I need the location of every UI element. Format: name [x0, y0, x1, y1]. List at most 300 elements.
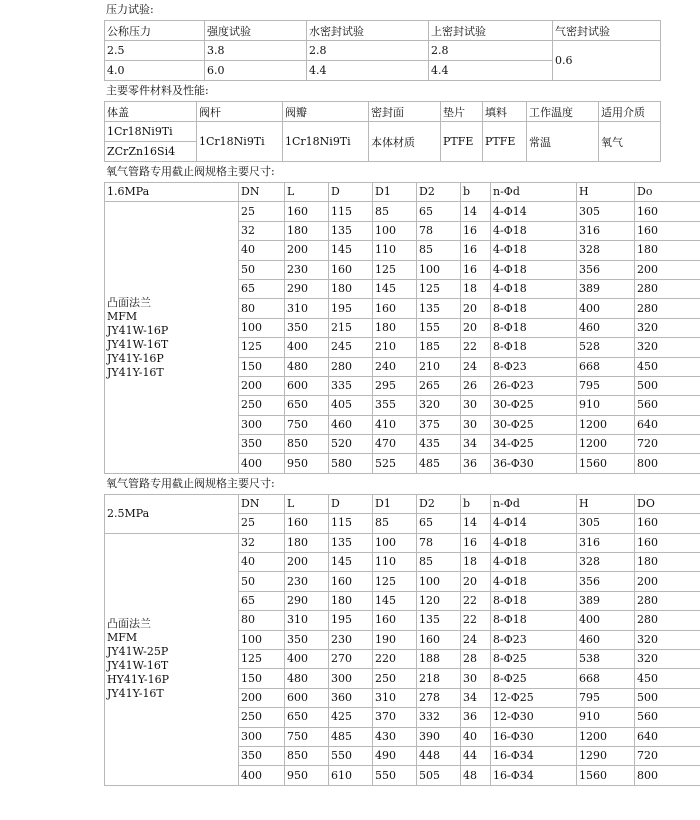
model-name: JY41Y-16P	[107, 351, 164, 365]
cell-dn: 250	[239, 396, 285, 415]
header-do: Do	[635, 183, 700, 202]
cell-n-phi-d: 4-Φ18	[491, 279, 577, 298]
cell-d1: 85	[373, 514, 417, 533]
cell-l: 180	[285, 221, 329, 240]
cell-l: 950	[285, 766, 329, 785]
gasket-material: PTFE	[441, 122, 483, 162]
header-d1: D1	[373, 183, 417, 202]
cell-h: 400	[577, 611, 635, 630]
cell-d2: 448	[417, 746, 461, 765]
cell-n-phi-d: 8-Φ25	[491, 669, 577, 688]
header-body-cover: 体盖	[105, 102, 197, 122]
cell-d: 520	[329, 435, 373, 454]
model-name: HY41Y-16P	[107, 673, 170, 687]
cell-d: 160	[329, 572, 373, 591]
materials-heading: 主要零件材料及性能:	[106, 84, 209, 97]
cell-d1: 100	[373, 533, 417, 552]
cell-n-phi-d: 4-Φ18	[491, 553, 577, 572]
cell-l: 950	[285, 454, 329, 473]
cell-do: 200	[635, 572, 700, 591]
cell-n-phi-d: 8-Φ18	[491, 318, 577, 337]
cell-n-phi-d: 8-Φ18	[491, 299, 577, 318]
model-name: MFM	[107, 631, 138, 645]
cell-n-phi-d: 30-Φ25	[491, 396, 577, 415]
cell-b: 16	[461, 533, 491, 552]
header-b: b	[461, 494, 491, 513]
cell-dn: 350	[239, 746, 285, 765]
cell-n-phi-d: 8-Φ25	[491, 649, 577, 668]
cell-h: 528	[577, 338, 635, 357]
cell-d2: 505	[417, 766, 461, 785]
document-page	[104, 0, 660, 786]
cell-d2: 100	[417, 260, 461, 279]
cell-d1: 295	[373, 376, 417, 395]
cell-d2: 155	[417, 318, 461, 337]
cell: 3.8	[205, 41, 307, 61]
cell-h: 400	[577, 299, 635, 318]
cell-d1: 220	[373, 649, 417, 668]
seal-face-material: 本体材质	[369, 122, 441, 162]
header-seal-face: 密封面	[369, 102, 441, 122]
header-nominal-pressure: 公称压力	[105, 21, 205, 41]
cell-d1: 410	[373, 415, 417, 434]
cell-n-phi-d: 16-Φ34	[491, 766, 577, 785]
cell-dn: 250	[239, 708, 285, 727]
cell-l: 480	[285, 357, 329, 376]
spec-row	[105, 533, 700, 552]
cell-b: 40	[461, 727, 491, 746]
cell-h: 538	[577, 649, 635, 668]
cell-d1: 180	[373, 318, 417, 337]
cell-l: 290	[285, 591, 329, 610]
materials-table	[104, 101, 661, 162]
cell-dn: 80	[239, 299, 285, 318]
cell-d: 460	[329, 415, 373, 434]
cell-b: 20	[461, 318, 491, 337]
cell-d: 145	[329, 241, 373, 260]
cell-b: 48	[461, 766, 491, 785]
cell-b: 14	[461, 514, 491, 533]
cell-d: 280	[329, 357, 373, 376]
header-d: D	[329, 183, 373, 202]
cell-do: 450	[635, 357, 700, 376]
cell: 4.4	[429, 61, 553, 81]
cell-h: 1200	[577, 727, 635, 746]
cell-n-phi-d: 8-Φ18	[491, 611, 577, 630]
header-l: L	[285, 183, 329, 202]
cell-b: 44	[461, 746, 491, 765]
header-b: b	[461, 183, 491, 202]
cell-b: 22	[461, 591, 491, 610]
cell-dn: 125	[239, 338, 285, 357]
cell-dn: 150	[239, 669, 285, 688]
cell-d: 135	[329, 221, 373, 240]
cell-d1: 85	[373, 202, 417, 221]
cell-b: 34	[461, 435, 491, 454]
header-work-temp: 工作温度	[527, 102, 599, 122]
model-name: JY41W-16T	[107, 659, 169, 673]
cell-l: 480	[285, 669, 329, 688]
cell-d: 135	[329, 533, 373, 552]
cell-d2: 125	[417, 279, 461, 298]
header-dn: DN	[239, 494, 285, 513]
cell-h: 910	[577, 708, 635, 727]
cell-dn: 100	[239, 630, 285, 649]
cell-do: 160	[635, 221, 700, 240]
cell-l: 650	[285, 396, 329, 415]
cell-d2: 85	[417, 241, 461, 260]
cell-d2: 100	[417, 572, 461, 591]
header-dn: DN	[239, 183, 285, 202]
cell-d1: 370	[373, 708, 417, 727]
cell: 2.8	[429, 41, 553, 61]
cell-l: 180	[285, 533, 329, 552]
cell-h: 316	[577, 533, 635, 552]
cell-l: 650	[285, 708, 329, 727]
body-material-2: ZCrZn16Si4	[105, 142, 197, 162]
cell-dn: 65	[239, 591, 285, 610]
cell-d2: 185	[417, 338, 461, 357]
cell-d2: 78	[417, 533, 461, 552]
cell-do: 320	[635, 318, 700, 337]
cell-h: 460	[577, 318, 635, 337]
cell-n-phi-d: 34-Φ25	[491, 435, 577, 454]
pressure-test-table	[104, 20, 661, 81]
model-name: 凸面法兰	[107, 617, 151, 631]
materials-row	[105, 122, 661, 142]
cell-h: 795	[577, 376, 635, 395]
cell-b: 20	[461, 299, 491, 318]
header-packing: 填料	[483, 102, 527, 122]
cell-l: 160	[285, 202, 329, 221]
cell-d1: 145	[373, 591, 417, 610]
cell-d1: 355	[373, 396, 417, 415]
cell-d2: 160	[417, 630, 461, 649]
header-n-phi-d: n-Φd	[491, 494, 577, 513]
cell-h: 328	[577, 241, 635, 260]
cell-dn: 200	[239, 688, 285, 707]
cell-l: 290	[285, 279, 329, 298]
cell-do: 280	[635, 279, 700, 298]
cell-l: 850	[285, 746, 329, 765]
cell-d2: 485	[417, 454, 461, 473]
cell: 4.4	[307, 61, 429, 81]
cell-do: 640	[635, 727, 700, 746]
cell-l: 350	[285, 630, 329, 649]
cell-n-phi-d: 4-Φ14	[491, 514, 577, 533]
cell-d: 145	[329, 553, 373, 572]
cell-l: 230	[285, 260, 329, 279]
cell-dn: 400	[239, 766, 285, 785]
cell-d1: 190	[373, 630, 417, 649]
cell-do: 160	[635, 514, 700, 533]
cell-dn: 25	[239, 514, 285, 533]
cell-h: 316	[577, 221, 635, 240]
cell-dn: 150	[239, 357, 285, 376]
cell-b: 18	[461, 279, 491, 298]
cell-h: 460	[577, 630, 635, 649]
model-name: JY41Y-16T	[107, 365, 164, 379]
cell-b: 30	[461, 396, 491, 415]
cell-d: 195	[329, 611, 373, 630]
cell-do: 320	[635, 649, 700, 668]
cell-l: 750	[285, 727, 329, 746]
cell-h: 389	[577, 279, 635, 298]
cell-b: 36	[461, 708, 491, 727]
gas-seal-value: 0.6	[553, 41, 661, 81]
cell-d: 360	[329, 688, 373, 707]
cell-d2: 390	[417, 727, 461, 746]
model-name: JY41W-16P	[107, 323, 169, 337]
cell-d2: 135	[417, 299, 461, 318]
cell-d: 405	[329, 396, 373, 415]
cell-l: 200	[285, 553, 329, 572]
cell-d2: 218	[417, 669, 461, 688]
disc-material: 1Cr18Ni9Ti	[283, 122, 369, 162]
cell-d1: 310	[373, 688, 417, 707]
cell-dn: 200	[239, 376, 285, 395]
cell-d2: 85	[417, 553, 461, 572]
cell-dn: 50	[239, 260, 285, 279]
cell-l: 160	[285, 514, 329, 533]
model-name: JY41Y-16T	[107, 687, 164, 701]
cell-b: 14	[461, 202, 491, 221]
header-h: H	[577, 183, 635, 202]
cell-d1: 125	[373, 572, 417, 591]
cell-n-phi-d: 16-Φ34	[491, 746, 577, 765]
cell-n-phi-d: 36-Φ30	[491, 454, 577, 473]
cell-b: 30	[461, 415, 491, 434]
header-l: L	[285, 494, 329, 513]
header-n-phi-d: n-Φd	[491, 183, 577, 202]
cell-do: 800	[635, 766, 700, 785]
cell-h: 668	[577, 669, 635, 688]
spec-table-16mpa	[104, 182, 700, 474]
cell-h: 389	[577, 591, 635, 610]
cell-do: 500	[635, 376, 700, 395]
header-medium: 适用介质	[599, 102, 661, 122]
cell-dn: 400	[239, 454, 285, 473]
cell-d: 610	[329, 766, 373, 785]
cell-h: 1560	[577, 766, 635, 785]
cell-dn: 300	[239, 415, 285, 434]
header-disc: 阀瓣	[283, 102, 369, 122]
cell-d2: 278	[417, 688, 461, 707]
cell-n-phi-d: 8-Φ18	[491, 591, 577, 610]
cell-b: 36	[461, 454, 491, 473]
header-stem: 阀杆	[197, 102, 283, 122]
cell-dn: 32	[239, 533, 285, 552]
cell-b: 20	[461, 572, 491, 591]
cell-b: 28	[461, 649, 491, 668]
cell-d: 115	[329, 514, 373, 533]
medium-value: 氧气	[599, 122, 661, 162]
cell-b: 16	[461, 260, 491, 279]
cell-d1: 110	[373, 241, 417, 260]
cell-d1: 210	[373, 338, 417, 357]
cell-l: 400	[285, 649, 329, 668]
cell-d: 270	[329, 649, 373, 668]
cell-l: 200	[285, 241, 329, 260]
cell-b: 30	[461, 669, 491, 688]
cell-l: 850	[285, 435, 329, 454]
cell-h: 1200	[577, 415, 635, 434]
cell-do: 720	[635, 746, 700, 765]
cell-n-phi-d: 4-Φ18	[491, 572, 577, 591]
cell-d1: 100	[373, 221, 417, 240]
cell-b: 24	[461, 357, 491, 376]
cell-do: 280	[635, 611, 700, 630]
cell-dn: 300	[239, 727, 285, 746]
header-d2: D2	[417, 494, 461, 513]
cell-n-phi-d: 8-Φ23	[491, 630, 577, 649]
header-d1: D1	[373, 494, 417, 513]
cell-d: 300	[329, 669, 373, 688]
packing-material: PTFE	[483, 122, 527, 162]
materials-header-row	[105, 102, 661, 122]
cell: 2.5	[105, 41, 205, 61]
cell-d2: 210	[417, 357, 461, 376]
cell-n-phi-d: 4-Φ18	[491, 260, 577, 279]
cell-n-phi-d: 12-Φ30	[491, 708, 577, 727]
cell-do: 180	[635, 241, 700, 260]
cell-h: 795	[577, 688, 635, 707]
cell-h: 356	[577, 260, 635, 279]
cell-n-phi-d: 4-Φ18	[491, 221, 577, 240]
spec-25-heading: 氧气管路专用截止阀规格主要尺寸:	[106, 476, 275, 490]
cell-h: 1290	[577, 746, 635, 765]
cell-d: 485	[329, 727, 373, 746]
cell-n-phi-d: 12-Φ25	[491, 688, 577, 707]
header-gasket: 垫片	[441, 102, 483, 122]
cell-n-phi-d: 4-Φ14	[491, 202, 577, 221]
spec-row	[105, 202, 700, 221]
cell-b: 24	[461, 630, 491, 649]
cell-d: 245	[329, 338, 373, 357]
cell-d: 550	[329, 746, 373, 765]
header-water-seal-test: 水密封试验	[307, 21, 429, 41]
cell-d1: 490	[373, 746, 417, 765]
header-do: DO	[635, 494, 700, 513]
cell-l: 600	[285, 688, 329, 707]
cell-d1: 250	[373, 669, 417, 688]
cell-dn: 65	[239, 279, 285, 298]
cell-d2: 375	[417, 415, 461, 434]
cell-l: 310	[285, 611, 329, 630]
header-strength-test: 强度试验	[205, 21, 307, 41]
cell-do: 280	[635, 591, 700, 610]
cell-n-phi-d: 26-Φ23	[491, 376, 577, 395]
cell-do: 800	[635, 454, 700, 473]
cell-dn: 40	[239, 241, 285, 260]
spec-header-row	[105, 183, 700, 202]
cell-d2: 332	[417, 708, 461, 727]
cell-d: 115	[329, 202, 373, 221]
model-name: JY41W-16T	[107, 337, 169, 351]
cell-b: 34	[461, 688, 491, 707]
cell-h: 305	[577, 514, 635, 533]
model-list	[105, 202, 239, 473]
pressure-header-row	[105, 21, 661, 41]
model-name: MFM	[107, 309, 138, 323]
cell-h: 356	[577, 572, 635, 591]
cell-d2: 135	[417, 611, 461, 630]
cell-d: 425	[329, 708, 373, 727]
pressure-rating: 2.5MPa	[105, 494, 239, 533]
cell-do: 640	[635, 415, 700, 434]
cell-do: 320	[635, 338, 700, 357]
cell-d1: 550	[373, 766, 417, 785]
cell-b: 16	[461, 221, 491, 240]
cell-do: 160	[635, 533, 700, 552]
cell-l: 600	[285, 376, 329, 395]
cell-d2: 120	[417, 591, 461, 610]
cell-b: 16	[461, 241, 491, 260]
cell-h: 328	[577, 553, 635, 572]
cell-b: 22	[461, 611, 491, 630]
cell: 6.0	[205, 61, 307, 81]
header-d2: D2	[417, 183, 461, 202]
cell-do: 160	[635, 202, 700, 221]
cell-do: 720	[635, 435, 700, 454]
cell-do: 180	[635, 553, 700, 572]
cell-n-phi-d: 8-Φ23	[491, 357, 577, 376]
cell-d: 215	[329, 318, 373, 337]
cell-l: 400	[285, 338, 329, 357]
cell-d2: 188	[417, 649, 461, 668]
cell-d2: 78	[417, 221, 461, 240]
body-material-1: 1Cr18Ni9Ti	[105, 122, 197, 142]
cell-d1: 430	[373, 727, 417, 746]
cell-do: 200	[635, 260, 700, 279]
cell-do: 560	[635, 396, 700, 415]
cell-dn: 80	[239, 611, 285, 630]
cell-d2: 265	[417, 376, 461, 395]
cell-do: 450	[635, 669, 700, 688]
stem-material: 1Cr18Ni9Ti	[197, 122, 283, 162]
cell: 2.8	[307, 41, 429, 61]
cell-n-phi-d: 30-Φ25	[491, 415, 577, 434]
cell-b: 18	[461, 553, 491, 572]
cell-d: 230	[329, 630, 373, 649]
cell-d1: 160	[373, 299, 417, 318]
header-gas-seal-test: 气密封试验	[553, 21, 661, 41]
cell-do: 320	[635, 630, 700, 649]
cell-d2: 320	[417, 396, 461, 415]
cell-n-phi-d: 16-Φ30	[491, 727, 577, 746]
cell-d: 180	[329, 279, 373, 298]
cell-d1: 125	[373, 260, 417, 279]
cell: 4.0	[105, 61, 205, 81]
model-list	[105, 533, 239, 785]
cell-d1: 240	[373, 357, 417, 376]
cell-dn: 50	[239, 572, 285, 591]
cell-d: 160	[329, 260, 373, 279]
cell-l: 350	[285, 318, 329, 337]
cell-h: 668	[577, 357, 635, 376]
cell-d1: 110	[373, 553, 417, 572]
cell-d: 580	[329, 454, 373, 473]
cell-d1: 145	[373, 279, 417, 298]
cell-d: 195	[329, 299, 373, 318]
model-name: JY41W-25P	[107, 645, 169, 659]
cell-b: 26	[461, 376, 491, 395]
cell-l: 750	[285, 415, 329, 434]
cell-dn: 32	[239, 221, 285, 240]
cell-n-phi-d: 4-Φ18	[491, 241, 577, 260]
spec-16-heading: 氧气管路专用截止阀规格主要尺寸:	[106, 165, 275, 178]
pressure-rating: 1.6MPa	[105, 183, 239, 202]
